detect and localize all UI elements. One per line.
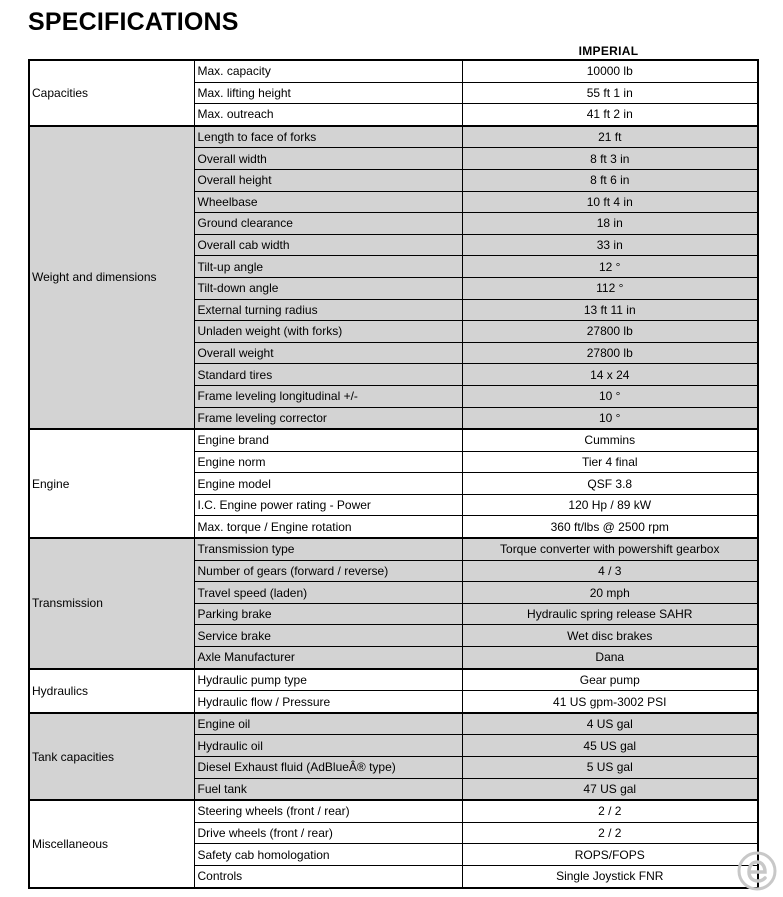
spec-value: 27800 lb <box>462 342 758 364</box>
spec-label: Transmission type <box>194 538 462 560</box>
spec-group <box>29 713 758 800</box>
spec-value: 360 ft/lbs @ 2500 rpm <box>462 516 758 538</box>
spec-label: I.C. Engine power rating - Power <box>194 494 462 516</box>
spec-label: Overall height <box>194 169 462 191</box>
spec-value: Dana <box>462 647 758 669</box>
spec-value: 2 / 2 <box>462 822 758 844</box>
spec-value: 4 / 3 <box>462 560 758 582</box>
spec-label: Frame leveling longitudinal +/- <box>194 385 462 407</box>
spec-label: External turning radius <box>194 299 462 321</box>
spec-label: Travel speed (laden) <box>194 582 462 604</box>
spec-value: 21 ft <box>462 126 758 148</box>
group-label: Tank capacities <box>29 713 194 800</box>
table-row <box>29 669 758 691</box>
spec-value: 4 US gal <box>462 713 758 735</box>
spec-group <box>29 800 758 887</box>
spec-value: Wet disc brakes <box>462 625 758 647</box>
spec-value: Single Joystick FNR <box>462 865 758 887</box>
table-row <box>29 429 758 451</box>
e-logo-icon <box>737 851 777 891</box>
table-row <box>29 60 758 82</box>
spec-value: 13 ft 11 in <box>462 299 758 321</box>
spec-label: Max. outreach <box>194 104 462 126</box>
spec-value: Cummins <box>462 429 758 451</box>
spec-value: 2 / 2 <box>462 800 758 822</box>
spec-label: Standard tires <box>194 364 462 386</box>
group-label: Engine <box>29 429 194 538</box>
spec-value: Tier 4 final <box>462 451 758 473</box>
group-label: Hydraulics <box>29 669 194 713</box>
spec-label: Max. capacity <box>194 60 462 82</box>
spec-label: Hydraulic oil <box>194 735 462 757</box>
spec-value: 10 ° <box>462 407 758 429</box>
spec-label: Diesel Exhaust fluid (AdBlueÂ® type) <box>194 757 462 779</box>
page-title: SPECIFICATIONS <box>28 8 239 36</box>
table-row <box>29 800 758 822</box>
model-column-header: IMPERIAL <box>578 44 639 58</box>
spec-value: 45 US gal <box>462 735 758 757</box>
spec-label: Number of gears (forward / reverse) <box>194 560 462 582</box>
spec-label: Drive wheels (front / rear) <box>194 822 462 844</box>
spec-value: QSF 3.8 <box>462 473 758 495</box>
spec-value: 10 ° <box>462 385 758 407</box>
spec-value: 5 US gal <box>462 757 758 779</box>
spec-group <box>29 669 758 713</box>
spec-label: Tilt-down angle <box>194 277 462 299</box>
spec-label: Axle Manufacturer <box>194 647 462 669</box>
spec-value: 12 ° <box>462 256 758 278</box>
spec-label: Max. lifting height <box>194 82 462 104</box>
spec-value: 10000 lb <box>462 60 758 82</box>
spec-value: 8 ft 3 in <box>462 148 758 170</box>
spec-label: Safety cab homologation <box>194 844 462 866</box>
spec-value: 112 ° <box>462 277 758 299</box>
table-row <box>29 538 758 560</box>
spec-label: Fuel tank <box>194 778 462 800</box>
spec-label: Controls <box>194 865 462 887</box>
spec-value: 8 ft 6 in <box>462 169 758 191</box>
spec-group <box>29 429 758 538</box>
spec-group <box>29 60 758 126</box>
spec-value: Torque converter with powershift gearbox <box>462 538 758 560</box>
spec-label: Max. torque / Engine rotation <box>194 516 462 538</box>
spec-label: Engine norm <box>194 451 462 473</box>
spec-label: Parking brake <box>194 603 462 625</box>
spec-label: Steering wheels (front / rear) <box>194 800 462 822</box>
spec-label: Wheelbase <box>194 191 462 213</box>
spec-value: 27800 lb <box>462 321 758 343</box>
spec-group <box>29 126 758 429</box>
spec-label: Engine oil <box>194 713 462 735</box>
spec-value: 55 ft 1 in <box>462 82 758 104</box>
spec-value: Gear pump <box>462 669 758 691</box>
spec-label: Overall width <box>194 148 462 170</box>
spec-value: 14 x 24 <box>462 364 758 386</box>
group-label: Transmission <box>29 538 194 669</box>
group-label: Weight and dimensions <box>29 126 194 429</box>
spec-label: Service brake <box>194 625 462 647</box>
spec-label: Hydraulic pump type <box>194 669 462 691</box>
spec-group <box>29 538 758 669</box>
spec-label: Length to face of forks <box>194 126 462 148</box>
spec-value: 41 US gpm-3002 PSI <box>462 691 758 713</box>
spec-label: Tilt-up angle <box>194 256 462 278</box>
group-label: Capacities <box>29 60 194 126</box>
table-row <box>29 713 758 735</box>
spec-label: Engine model <box>194 473 462 495</box>
spec-label: Frame leveling corrector <box>194 407 462 429</box>
spec-value: 33 in <box>462 234 758 256</box>
spec-label: Overall cab width <box>194 234 462 256</box>
specifications-table <box>28 59 759 889</box>
spec-value: ROPS/FOPS <box>462 844 758 866</box>
spec-label: Ground clearance <box>194 213 462 235</box>
spec-label: Engine brand <box>194 429 462 451</box>
spec-value: 20 mph <box>462 582 758 604</box>
table-row <box>29 126 758 148</box>
spec-label: Overall weight <box>194 342 462 364</box>
spec-value: 18 in <box>462 213 758 235</box>
spec-value: 120 Hp / 89 kW <box>462 494 758 516</box>
spec-value: 47 US gal <box>462 778 758 800</box>
spec-value: Hydraulic spring release SAHR <box>462 603 758 625</box>
spec-value: 41 ft 2 in <box>462 104 758 126</box>
spec-label: Hydraulic flow / Pressure <box>194 691 462 713</box>
spec-value: 10 ft 4 in <box>462 191 758 213</box>
group-label: Miscellaneous <box>29 800 194 887</box>
spec-label: Unladen weight (with forks) <box>194 321 462 343</box>
